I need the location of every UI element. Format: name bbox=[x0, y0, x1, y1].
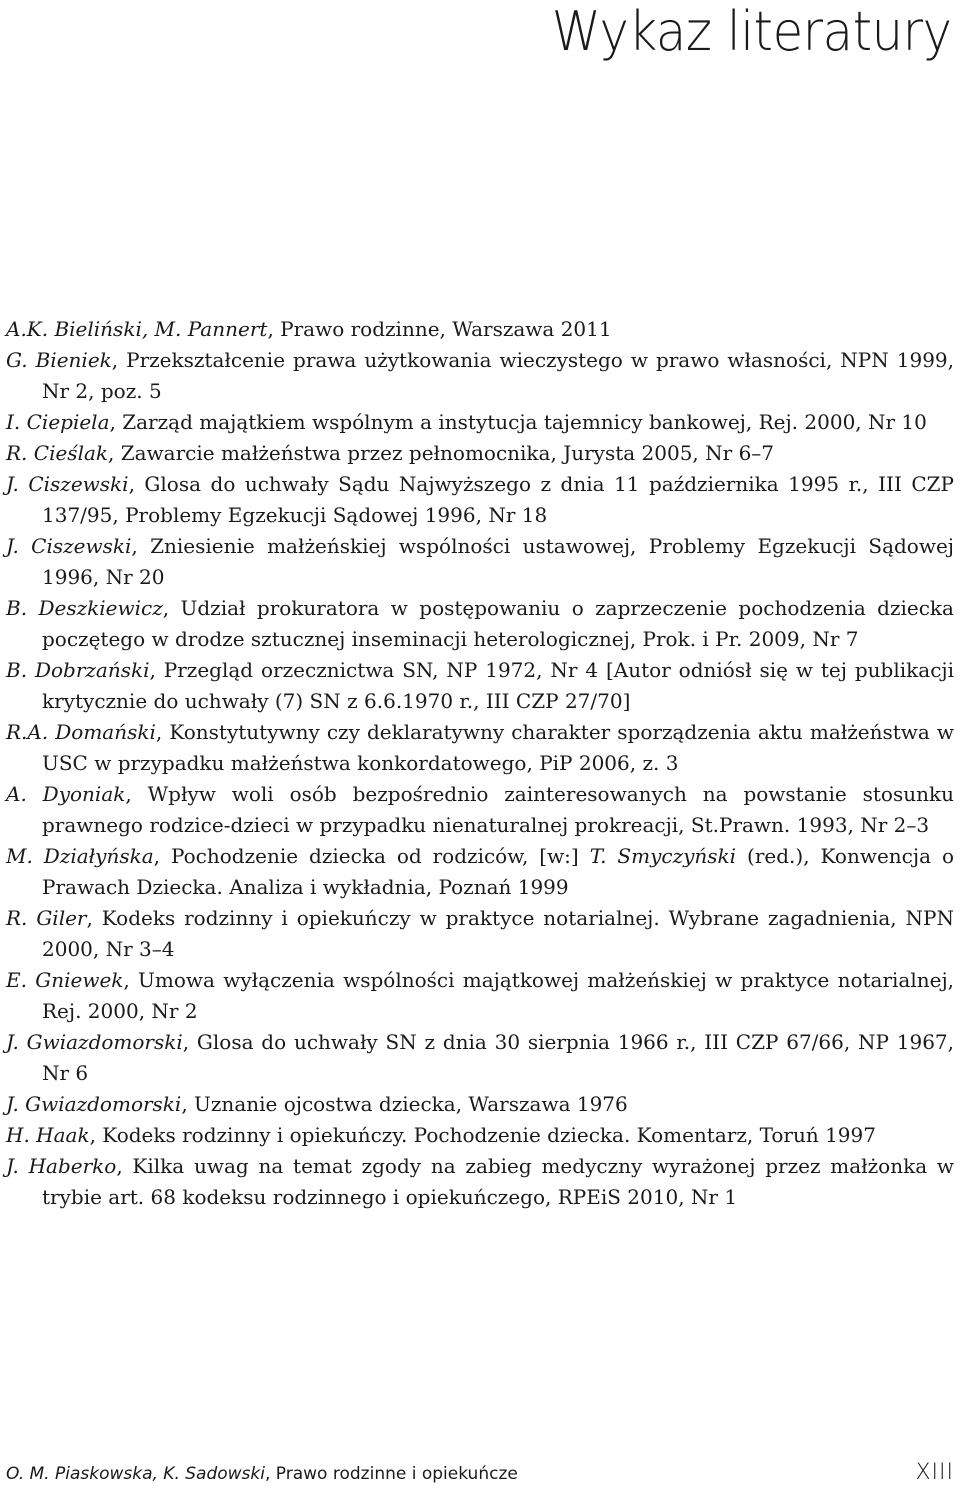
entry-author: R.A. Domański bbox=[6, 720, 156, 744]
entry-author: J. Gwiazdomorski bbox=[6, 1030, 183, 1054]
entry-author: A. Dyoniak bbox=[6, 782, 126, 806]
entry-text: , Zniesienie małżeńskiej wspólności ustawowej, Problemy Egzekucji Sądowej 1996, Nr 20 bbox=[42, 534, 954, 589]
bibliography-entry bbox=[6, 314, 954, 345]
page-number: XIII bbox=[915, 1460, 954, 1485]
entry-text: , Pochodzenie dziecka od rodziców, [w:] bbox=[153, 844, 590, 868]
bibliography-entry bbox=[6, 1027, 954, 1089]
page-title: Wykaz literatury bbox=[552, 0, 952, 63]
entry-author: E. Gniewek bbox=[6, 968, 124, 992]
entry-author: A.K. Bieliński, M. Pannert bbox=[6, 317, 268, 341]
footer-book-title: , Prawo rodzinne i opiekuńcze bbox=[264, 1464, 518, 1484]
entry-author: B. Deszkiewicz bbox=[6, 596, 163, 620]
entry-text: , Przegląd orzecznictwa SN, NP 1972, Nr 4 [Autor odniósł się w tej publikacji krytycznie do uchwały (7) SN z 6.6.1970 r., III CZP 27/70] bbox=[42, 658, 954, 713]
bibliography-entry bbox=[6, 1151, 954, 1213]
entry-author: G. Bieniek bbox=[6, 348, 112, 372]
bibliography-entry bbox=[6, 903, 954, 965]
entry-author: R. Cieślak bbox=[6, 441, 109, 465]
bibliography-entry bbox=[6, 469, 954, 531]
bibliography-entry bbox=[6, 841, 954, 903]
footer-authors: O. M. Piaskowska, K. Sadowski bbox=[6, 1464, 265, 1484]
bibliography-entry bbox=[6, 593, 954, 655]
entry-text: , Przekształcenie prawa użytkowania wieczystego w prawo własności, NPN 1999, Nr 2, poz. 5 bbox=[42, 348, 954, 403]
entry-author: J. Haberko bbox=[6, 1154, 117, 1178]
entry-text: , Umowa wyłączenia wspólności majątkowej małżeńskiej w praktyce notarialnej, Rej. 2000, Nr 2 bbox=[42, 968, 954, 1023]
entry-text-continued: (red.), Konwencja o Prawach Dziecka. Analiza i wykładnia, Poznań 1999 bbox=[42, 844, 955, 899]
entry-author: J. Ciszewski bbox=[6, 534, 132, 558]
entry-text: , Prawo rodzinne, Warszawa 2011 bbox=[267, 317, 612, 341]
entry-text: , Wpływ woli osób bezpośrednio zainteresowanych na powstanie stosunku prawnego rodzice-dzieci w przypadku nienaturalnej prokreacji, St.Prawn. 1993, Nr 2–3 bbox=[42, 782, 954, 837]
entry-author: J. Ciszewski bbox=[6, 472, 129, 496]
entry-text: , Zawarcie małżeństwa przez pełnomocnika, Jurysta 2005, Nr 6–7 bbox=[108, 441, 775, 465]
entry-text: , Udział prokuratora w postępowaniu o zaprzeczenie pochodzenia dziecka poczętego w drodze sztucznej inseminacji heterologicznej, Prok. i Pr. 2009, Nr 7 bbox=[42, 596, 954, 651]
entry-author: B. Dobrzański bbox=[6, 658, 150, 682]
entry-text: , Glosa do uchwały SN z dnia 30 sierpnia 1966 r., III CZP 67/66, NP 1967, Nr 6 bbox=[42, 1030, 955, 1085]
entry-editor: T. Smyczyński bbox=[589, 844, 737, 868]
bibliography-entry bbox=[6, 438, 954, 469]
bibliography-entry bbox=[6, 407, 954, 438]
bibliography-entry bbox=[6, 531, 954, 593]
entry-text: , Konstytutywny czy deklaratywny charakter sporządzenia aktu małżeństwa w USC w przypadku małżeństwa konkordatowego, PiP 2006, z. 3 bbox=[42, 720, 955, 775]
entry-text: , Kodeks rodzinny i opiekuńczy w praktyce notarialnej. Wybrane zagadnienia, NPN 2000, Nr 3–4 bbox=[42, 906, 954, 961]
entry-author: R. Giler bbox=[6, 906, 87, 930]
entry-text: , Zarząd majątkiem wspólnym a instytucja tajemnicy bankowej, Rej. 2000, Nr 10 bbox=[109, 410, 927, 434]
bibliography-entry bbox=[6, 1089, 954, 1120]
entry-author: J. Gwiazdomorski bbox=[6, 1092, 182, 1116]
bibliography-entry bbox=[6, 965, 954, 1027]
bibliography-entry bbox=[6, 717, 954, 779]
bibliography-entry bbox=[6, 1120, 954, 1151]
entry-text: , Uznanie ojcostwa dziecka, Warszawa 1976 bbox=[181, 1092, 628, 1116]
entry-text: , Kodeks rodzinny i opiekuńczy. Pochodzenie dziecka. Komentarz, Toruń 1997 bbox=[89, 1123, 876, 1147]
bibliography-entry bbox=[6, 779, 954, 841]
entry-author: H. Haak bbox=[6, 1123, 90, 1147]
bibliography-entry bbox=[6, 345, 954, 407]
bibliography-list bbox=[6, 314, 954, 1213]
page-footer bbox=[6, 1460, 954, 1488]
entry-author: I. Ciepiela bbox=[6, 410, 110, 434]
entry-text: , Glosa do uchwały Sądu Najwyższego z dnia 11 października 1995 r., III CZP 137/95, Problemy Egzekucji Sądowej 1996, Nr 18 bbox=[42, 472, 954, 527]
bibliography-entry bbox=[6, 655, 954, 717]
entry-text: , Kilka uwag na temat zgody na zabieg medyczny wyrażonej przez małżonka w trybie art. 68 kodeksu rodzinnego i opiekuńczego, RPEiS 2010, Nr 1 bbox=[42, 1154, 954, 1209]
footer-citation bbox=[6, 1464, 518, 1484]
entry-author: M. Działyńska bbox=[6, 844, 154, 868]
